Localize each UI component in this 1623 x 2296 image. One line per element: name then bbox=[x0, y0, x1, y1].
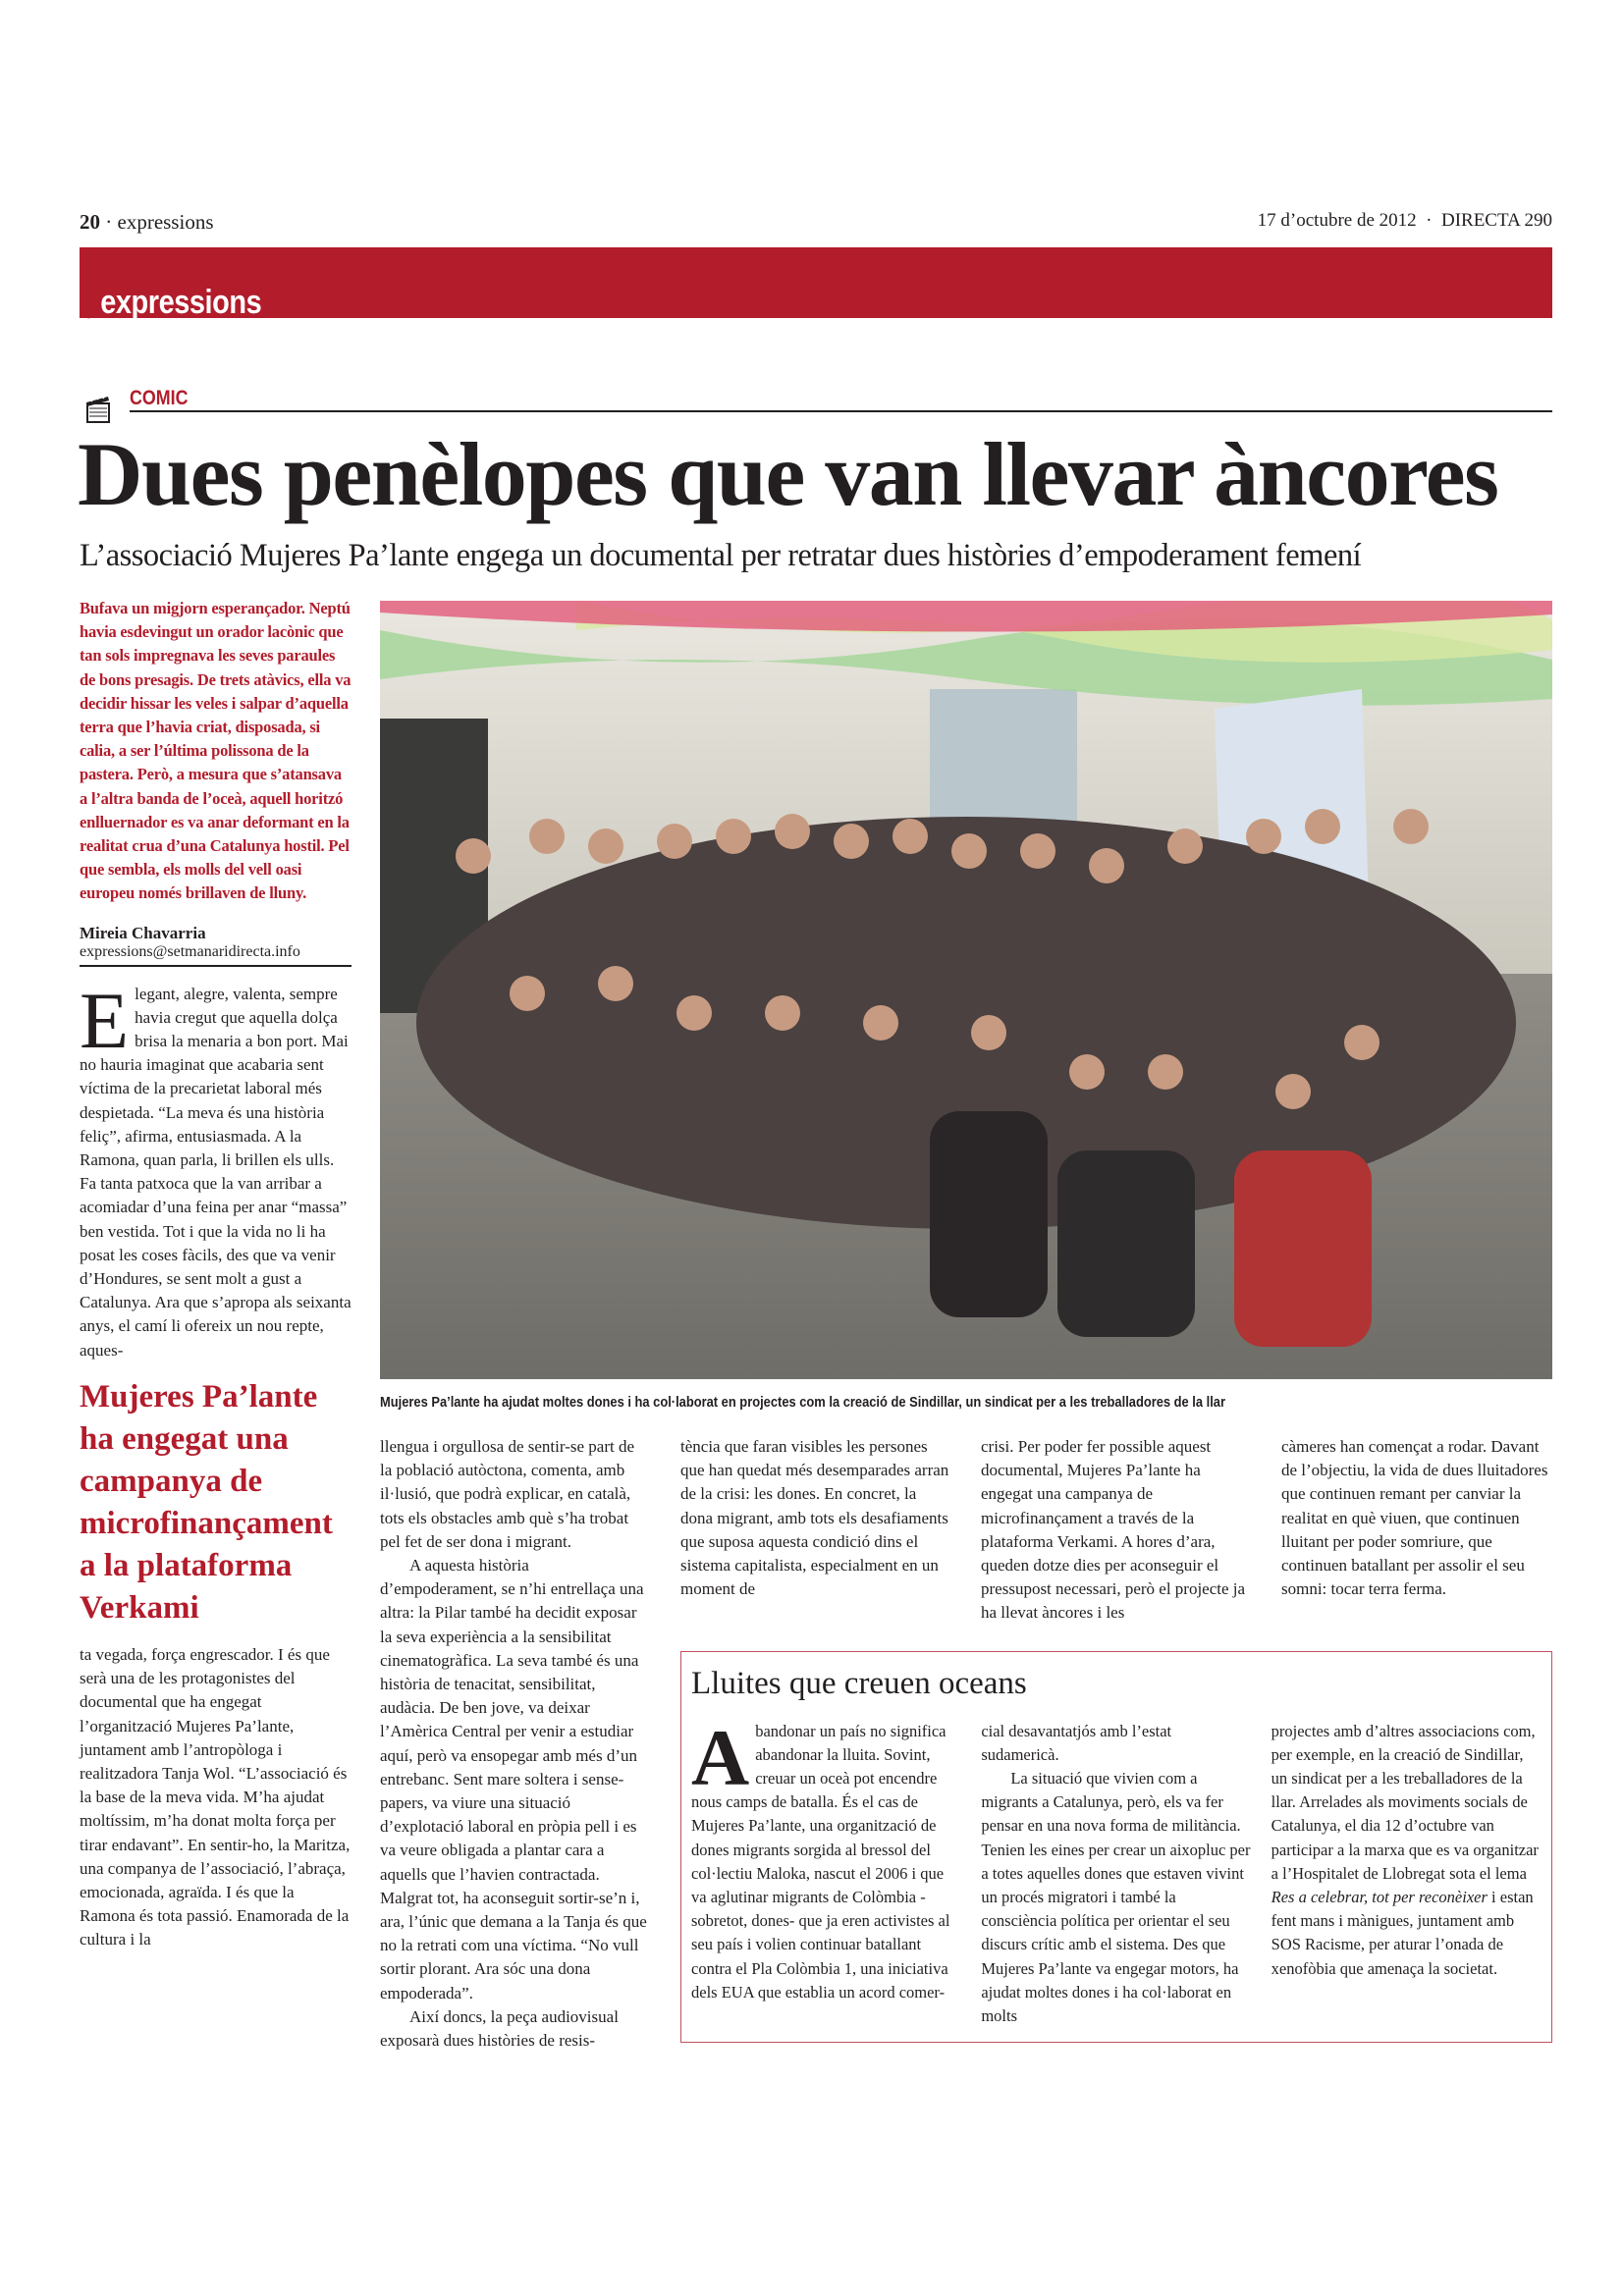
body-column-5: càmeres han començat a rodar. Davant de l’objectiu, la vida de dues lluitadores que continuen remant per canviar la realitat en què viuen, que continuen lluitant per poder somriure, que continuen batallant per assolir el seu somni: tocar terra ferma. bbox=[1281, 1437, 1548, 1599]
body-column-1: Elegant, alegre, valenta, sempre havia cregut que aquella dolça brisa la menaria a bon port. Mai no hauria imaginat que acabaria sent víctima de la precarietat laboral més despietada. “La meva és una història feliç”, afirma, entusiasmada. A la Ramona, quan parla, li brillen els ulls. Fa tanta patxoca que la van arribar a acomiadar d’una feina per anar “massa” ben vestida. Tot i que la vida no li ha posat les coses fàcils, des que va venir d’Hondures, se sent molt a gust a Catalunya. Ara que s’apropa als seixanta anys, el camí li ofereix un nou repte, aques- bbox=[80, 975, 352, 1360]
drop-cap: A bbox=[691, 1712, 750, 1802]
intro-lede: Bufava un migjorn esperançador. Neptú havia esdevingut un orador lacònic que tan sols impregnava les seves paraules de bons presagis. De trets atàvics, ella va decidir hissar les veles i salpar d’aquella terra que l’havia criat, disposada, si calia, a ser l’última polissona de la pastera. Però, a mesura que s’atansava a l’altra banda de l’oceà, aquell horitzó enlluernador es va anar deformant en la realitat crua d’una Catalunya hostil. Pel que sembla, els molls del vell oasi europeu només brillaven de lluny. bbox=[80, 599, 352, 903]
subheadline: L’associació Mujeres Pa’lante engega un documental per retratar dues històries d’empoderament femení bbox=[80, 538, 1362, 573]
author-email[interactable]: expressions@setmanaridirecta.info bbox=[80, 942, 300, 960]
page-number: 20 bbox=[80, 210, 100, 234]
pull-quote: Mujeres Pa’lante ha engegat una campanya de microfinançament a la plataforma Verkami bbox=[80, 1378, 333, 1626]
sidebar-column-3: projectes amb d’altres associacions com, per exemple, en la creació de Sindillar, un sindicat per a les treballadores de la llar. Arrelades als moviments socials de Catalunya, el dia 12 d’octubre van participar a la marxa que es va organitzar a l’Hospitalet de Llobregat sota el lema Res a celebrar, tot per reconèixer i estan fent mans i mànigues, juntament amb SOS Racisme, per aturar l’onada de xenofòbia que amenaça la societat. bbox=[1271, 1721, 1539, 1978]
body-column-1-continued: ta vegada, força engrescador. I és que serà una de les protagonistes del documental que ha engegat l’organització Mujeres Pa’lante, juntament amb l’antropòloga i realitzadora Tanja Wol. “L’associació és la base de la meva vida. M’ha ajudat moltíssim, m’ha donat molta força per tirar endavant”. En sentir-ho, la Maritza, una companya de l’associació, l’abraça, emocionada, agraïda. I és que la Ramona és tota passió. Enamorada de la cultura i la bbox=[80, 1644, 351, 1949]
body-column-3: tència que faran visibles les persones que han quedat més desemparades arran de la crisi: les dones. En concret, la dona migrant, amb tots els desafiaments que suposa aquesta condició dins el sistema capitalista, especialment en un moment de bbox=[680, 1437, 949, 1599]
clapperboard-icon bbox=[84, 395, 112, 424]
drop-cap: E bbox=[80, 975, 130, 1065]
right-lower-region bbox=[680, 1435, 1552, 2043]
issue-date: 17 d’octubre de 2012 bbox=[1257, 210, 1417, 231]
sidebar-column-1: Abandonar un país no significa abandonar la lluita. Sovint, creuar un oceà pot encendre nous camps de batalla. És el cas de Mujeres Pa’lante, una organització de dones migrants sorgida al bressol del col·lectiu Maloka, nascut el 2006 i que va aglutinar migrants de Colòmbia -sobretot, dones- que ja eren activistes al seu país i volien continuar batallant contra el Pla Colòmbia 1, una iniciativa dels EUA que establia un acord comer- bbox=[691, 1712, 950, 2002]
sidebar-column-2: cial desavantatjós amb l’estat sudamericà. La situació que vivien com a migrants a Catalunya, però, els va fer pensar en una nova forma de militància. Tenien les eines per crear un aixopluc per a totes aquelles dones que estaven vivint un procés migratori i també la consciència política per orientar el seu discurs crític amb el sistema. Des que Mujeres Pa’lante va engegar motors, ha ajudat moltes dones i ha col·laborat en molts bbox=[981, 1721, 1251, 2026]
author-name: Mireia Chavarria bbox=[80, 923, 206, 942]
sidebar-columns bbox=[691, 1712, 1542, 2029]
byline bbox=[80, 924, 352, 961]
body-column-4: crisi. Per poder fer possible aquest documental, Mujeres Pa’lante ha engegat una campanya de microfinançament a través de la plataforma Verkami. A hores d’ara, queden dotze dies per aconseguir el pressupost necessari, però el projecte ja ha llevat àncores i les bbox=[981, 1437, 1246, 1623]
body-column-2: llengua i orgullosa de sentir-se part de la població autòctona, comenta, amb il·lusió, que podrà explicar, en català, tots els obstacles amb què s’ha trobat pel fet de ser dona i migrant. A aquesta història d’empoderament, se n’hi entrellaça una altra: la Pilar també ha decidit exposar la seva experiència a la sensibilitat cinematogràfica. La seva també és una història de tenacitat, sensibilitat, audàcia. De ben jove, va deixar l’Amèrica Central per venir a estudiar aquí, però va ensopegar amb més d’un entrebanc. Sent mare soltera i sense-papers, va viure una situació d’explotació laboral en pròpia pell i es va veure obligada a plantar cara a aquells que l’havien contractada. Malgrat tot, ha aconseguit sortir-se’n i, ara, l’únic que demana a la Tanja és que no la retrati com una víctima. “No vull sortir plorant. Ara sóc una dona empoderada”. Així doncs, la peça audiovisual exposarà dues històries de resis- bbox=[380, 1437, 647, 2051]
body-columns-row bbox=[680, 1435, 1552, 1626]
section-band-label: , expressions bbox=[85, 284, 262, 321]
group-photo bbox=[380, 601, 1552, 1379]
sidebar-title: Lluites que creuen oceans bbox=[691, 1665, 1027, 1701]
sidebar-box bbox=[680, 1651, 1552, 2044]
headline: Dues penèlopes que van llevar àncores bbox=[78, 424, 1498, 524]
photo-caption: Mujeres Pa’lante ha ajudat moltes dones i ha col·laborat en projectes com la creació de Sindillar, un sindicat per a les treballadores de la llar bbox=[380, 1394, 1226, 1411]
section-name: expressions bbox=[117, 210, 214, 234]
page-header-left: 20 · expressions bbox=[80, 210, 214, 234]
left-column bbox=[80, 597, 354, 1952]
kicker-rule bbox=[130, 410, 1552, 412]
page-header-right: 17 d’octubre de 2012 · DIRECTA 290 bbox=[1257, 210, 1552, 231]
byline-rule bbox=[80, 965, 352, 967]
section-band bbox=[80, 247, 1552, 321]
publication-name: DIRECTA 290 bbox=[1440, 210, 1552, 231]
kicker-label: COMIC bbox=[130, 387, 189, 409]
